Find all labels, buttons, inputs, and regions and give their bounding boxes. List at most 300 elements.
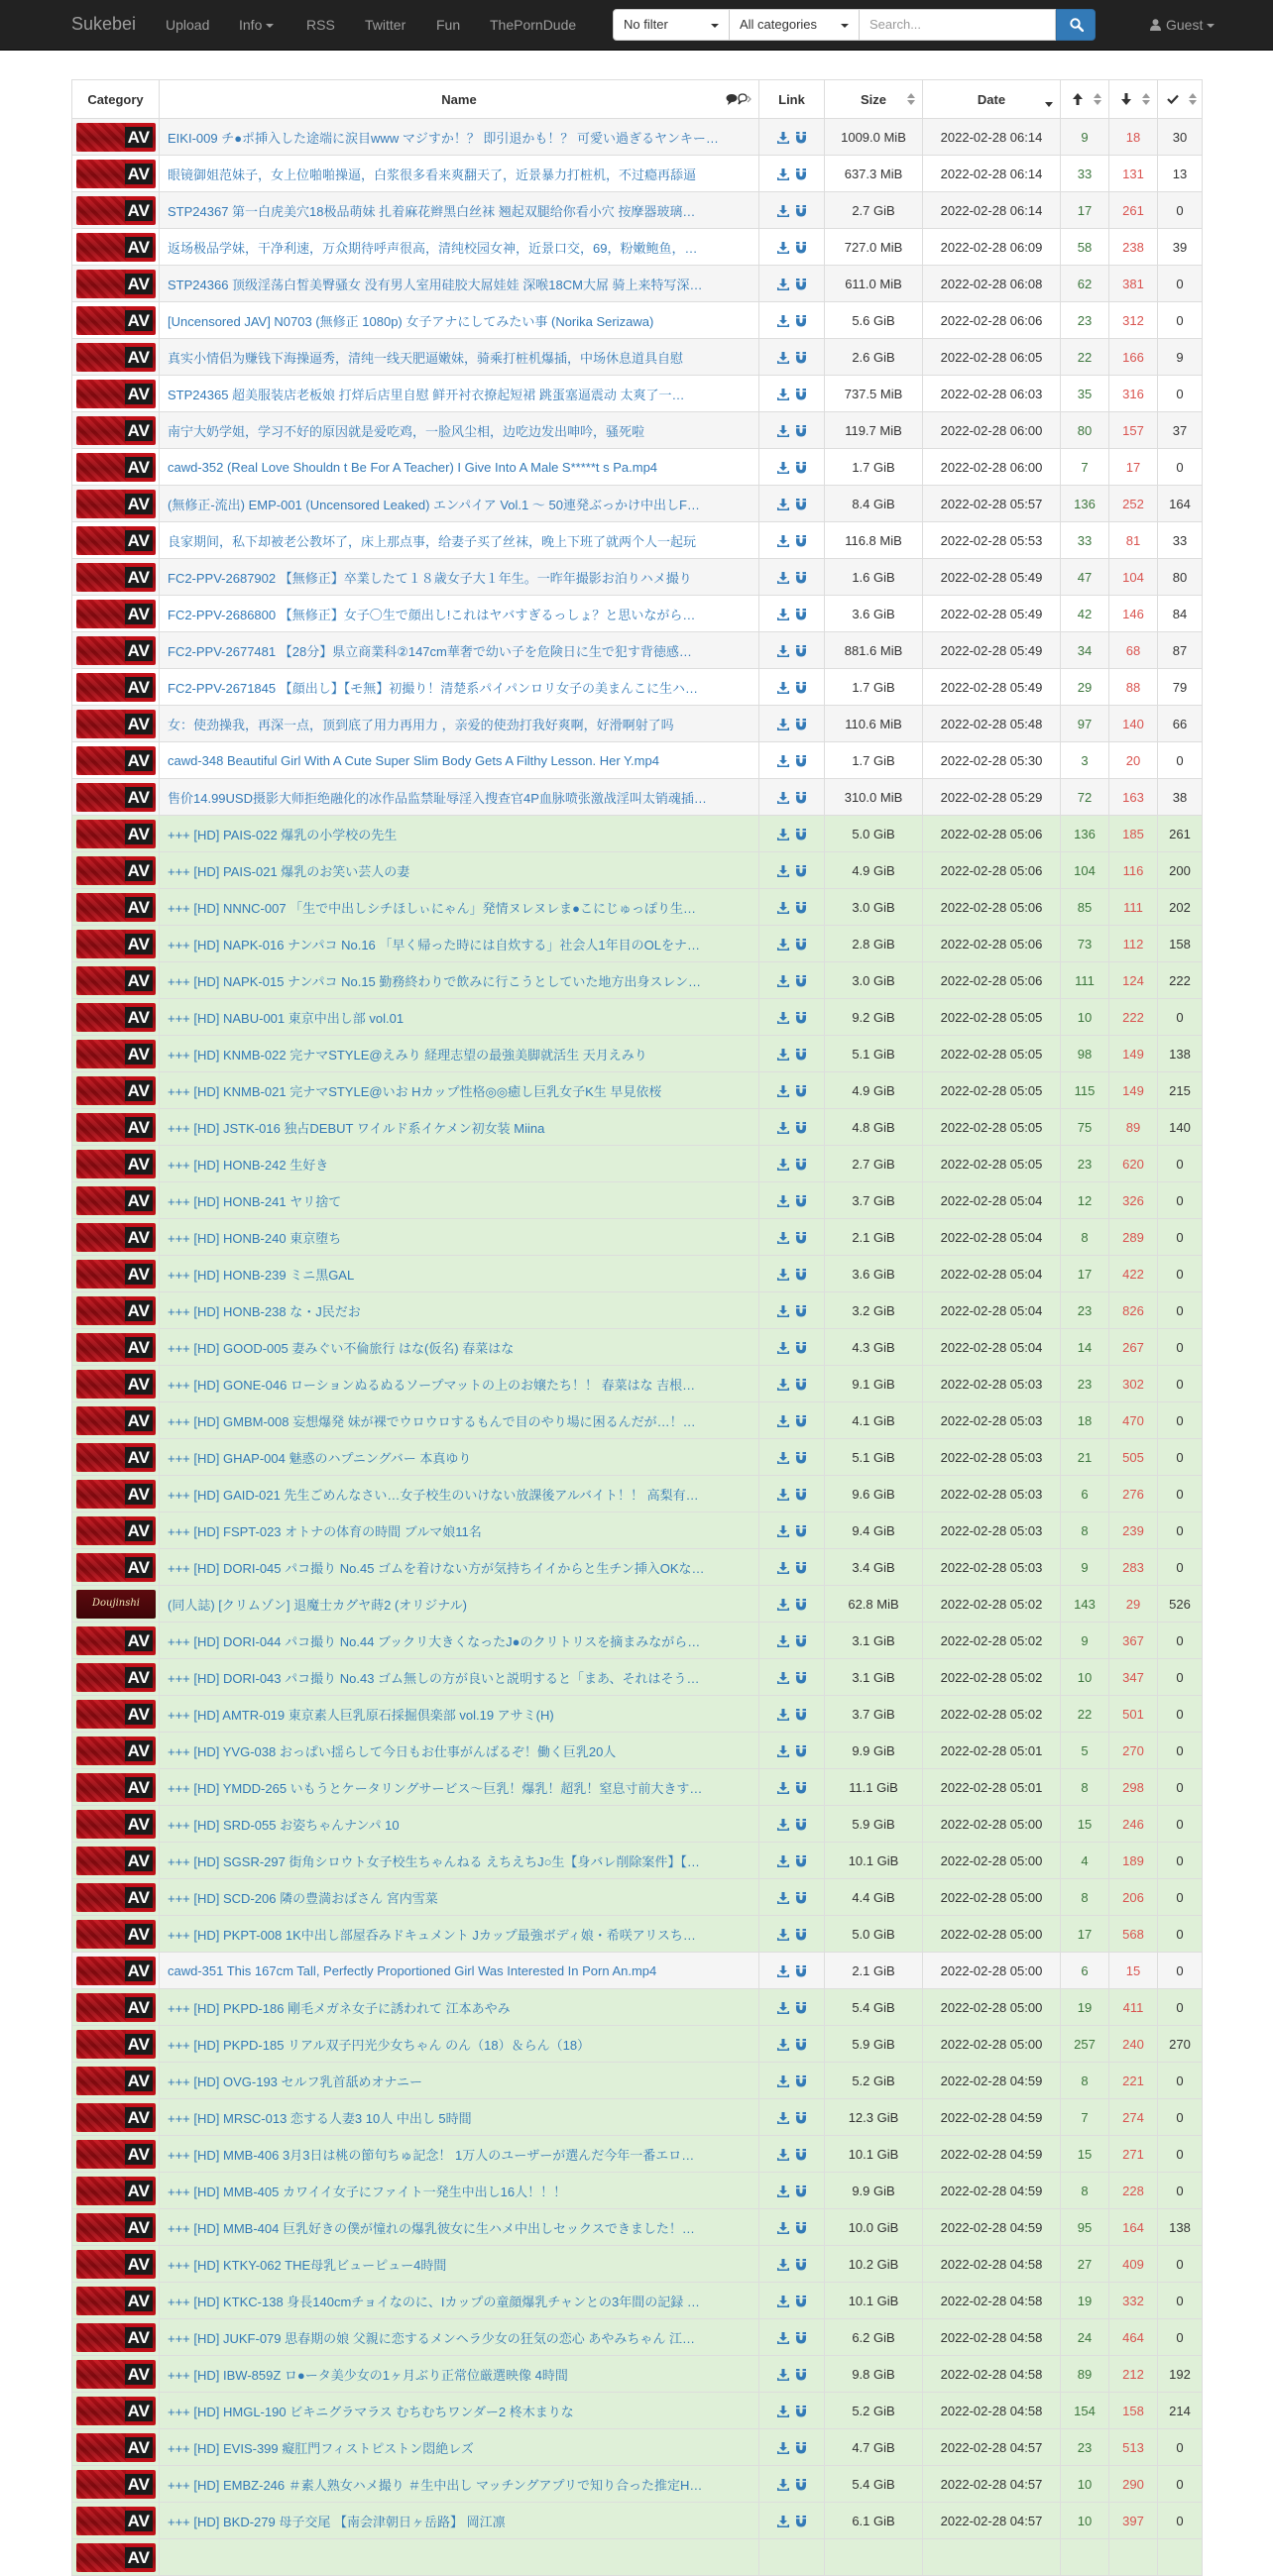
category-badge-av[interactable] bbox=[76, 1920, 156, 1949]
torrent-name-link[interactable]: +++ [HD] KTKC-138 身長140cmチョイなのに、Iカップの童顔爆乳チャンとの3年間の記録 … bbox=[160, 2283, 759, 2319]
torrent-name-link[interactable]: +++ [HD] KTKY-062 THE母乳ビューピュー4時間 bbox=[160, 2246, 759, 2283]
magnet-icon[interactable] bbox=[795, 2222, 807, 2234]
category-badge-av[interactable] bbox=[76, 1516, 156, 1545]
magnet-icon[interactable] bbox=[795, 1599, 807, 1611]
download-icon[interactable] bbox=[777, 1122, 789, 1134]
download-icon[interactable] bbox=[777, 2479, 789, 2491]
category-badge-av[interactable] bbox=[76, 636, 156, 665]
category-badge-av[interactable] bbox=[76, 1333, 156, 1362]
magnet-icon[interactable] bbox=[795, 242, 807, 254]
category-badge-av[interactable] bbox=[76, 966, 156, 995]
torrent-name-link[interactable]: +++ [HD] NAPK-015 ナンパコ No.15 勤務終わりで飲みに行こうとしていた地方出身スレン… bbox=[160, 962, 759, 999]
magnet-icon[interactable] bbox=[795, 1122, 807, 1134]
download-icon[interactable] bbox=[777, 1159, 789, 1171]
download-icon[interactable] bbox=[777, 2516, 789, 2527]
header-date[interactable] bbox=[923, 80, 1061, 119]
category-badge-av[interactable] bbox=[76, 1700, 156, 1729]
download-icon[interactable] bbox=[777, 2185, 789, 2197]
torrent-name-link[interactable]: +++ [HD] FSPT-023 オトナの体育の時間 ブルマ娘11名 bbox=[160, 1512, 759, 1549]
category-cell bbox=[72, 2466, 160, 2503]
magnet-icon[interactable] bbox=[795, 1379, 807, 1391]
category-badge-av[interactable] bbox=[76, 2433, 156, 2462]
magnet-icon[interactable] bbox=[795, 2442, 807, 2454]
torrent-name-link[interactable]: +++ [HD] SCD-206 隣の豊満おばさん 宮内雪菜 bbox=[160, 1879, 759, 1916]
download-icon[interactable] bbox=[777, 1085, 789, 1097]
torrent-name-link[interactable]: +++ [HD] NNNC-007 「生で中出しシチほしぃにゃん」発情ヌレヌレま●こにじゅっぽり生… bbox=[160, 889, 759, 926]
magnet-icon[interactable] bbox=[795, 1892, 807, 1904]
header-completed[interactable] bbox=[1158, 80, 1203, 119]
torrent-name-link[interactable]: +++ [HD] AMTR-019 東京素人巨乳原石採掘倶楽部 vol.19 アサミ(H) bbox=[160, 1696, 759, 1733]
magnet-icon[interactable] bbox=[795, 719, 807, 730]
download-icon[interactable] bbox=[777, 352, 789, 364]
magnet-icon[interactable] bbox=[795, 1342, 807, 1354]
magnet-icon[interactable] bbox=[795, 975, 807, 987]
category-select[interactable] bbox=[730, 9, 860, 41]
torrent-name-link[interactable]: +++ [HD] MMB-405 カワイイ女子にファイト一発生中出し16人！！！ bbox=[160, 2173, 759, 2209]
magnet-icon[interactable] bbox=[795, 572, 807, 584]
magnet-icon[interactable] bbox=[795, 1159, 807, 1171]
category-badge-av[interactable] bbox=[76, 673, 156, 702]
torrent-name-link[interactable]: +++ [HD] SRD-055 お姿ちゃんナンパ 10 bbox=[160, 1806, 759, 1843]
download-icon[interactable] bbox=[777, 1049, 789, 1061]
completed-cell: 0 bbox=[1158, 742, 1203, 779]
torrent-name-link[interactable]: +++ [HD] HMGL-190 ビキニグラマラス むちむちワンダー2 柊木まりな bbox=[160, 2393, 759, 2429]
download-icon[interactable] bbox=[777, 2332, 789, 2344]
torrent-name-link[interactable]: +++ [HD] JSTK-016 独占DEBUT ワイルド系イケメン初女装 Miina bbox=[160, 1109, 759, 1146]
torrent-name-link[interactable]: +++ [HD] HONB-241 ヤリ捨て bbox=[160, 1182, 759, 1219]
magnet-icon[interactable] bbox=[795, 2039, 807, 2051]
category-badge-av[interactable] bbox=[76, 1993, 156, 2022]
category-badge-av[interactable] bbox=[76, 1663, 156, 1692]
category-badge-av[interactable] bbox=[76, 123, 156, 152]
magnet-icon[interactable] bbox=[795, 645, 807, 657]
magnet-icon[interactable] bbox=[795, 499, 807, 510]
category-badge-av[interactable] bbox=[76, 1443, 156, 1472]
completed-cell: 222 bbox=[1158, 962, 1203, 999]
magnet-icon[interactable] bbox=[795, 1855, 807, 1867]
download-icon[interactable] bbox=[777, 132, 789, 144]
download-icon[interactable] bbox=[777, 2222, 789, 2234]
filter-select[interactable] bbox=[613, 9, 730, 41]
download-icon[interactable] bbox=[777, 1269, 789, 1281]
category-badge-av[interactable] bbox=[76, 1076, 156, 1105]
torrent-name-link[interactable]: +++ [HD] GMBM-008 妄想爆発 妹が裸でウロウロするもんで目のやり場に困るんだが…！… bbox=[160, 1402, 759, 1439]
download-icon[interactable] bbox=[777, 1745, 789, 1757]
magnet-icon[interactable] bbox=[795, 2075, 807, 2087]
magnet-icon[interactable] bbox=[795, 902, 807, 914]
magnet-icon[interactable] bbox=[795, 939, 807, 951]
category-badge-av[interactable] bbox=[76, 270, 156, 298]
torrent-name-link[interactable]: cawd-348 Beautiful Girl With A Cute Super Slim Body Gets A Filthy Lesson. Her Y.mp4 bbox=[160, 742, 759, 779]
category-badge-av[interactable] bbox=[76, 1773, 156, 1802]
torrent-name-link[interactable]: +++ [HD] MMB-406 3月3日は桃の節句ちゅ記念！ 1万人のユーザーが選んだ今年一番エロ… bbox=[160, 2136, 759, 2173]
torrent-name-link[interactable]: STP24366 顶级淫荡白皙美臀骚女 没有男人室用硅胶大屌娃娃 深喉18CM大屌 骑上来特写深… bbox=[160, 266, 759, 302]
category-badge-av[interactable] bbox=[76, 2543, 156, 2572]
torrent-name-link[interactable]: +++ [HD] PAIS-021 爆乳のお笑い芸人の妻 bbox=[160, 852, 759, 889]
torrent-name-link[interactable]: +++ [HD] GOOD-005 妻みぐい不倫旅行 はな(仮名) 春菜はな bbox=[160, 1329, 759, 1366]
magnet-icon[interactable] bbox=[795, 1012, 807, 1024]
category-badge-av[interactable] bbox=[76, 2397, 156, 2425]
magnet-icon[interactable] bbox=[795, 1232, 807, 1244]
category-badge-av[interactable] bbox=[76, 1223, 156, 1252]
torrent-name-link[interactable]: +++ [HD] MMB-404 巨乳好きの僕が憧れの爆乳彼女に生ハメ中出しセックスできました！… bbox=[160, 2209, 759, 2246]
category-badge-av[interactable] bbox=[76, 1260, 156, 1288]
magnet-icon[interactable] bbox=[795, 1819, 807, 1831]
category-badge-av[interactable] bbox=[76, 1406, 156, 1435]
download-icon[interactable] bbox=[777, 2002, 789, 2014]
magnet-icon[interactable] bbox=[795, 1415, 807, 1427]
torrent-name-link[interactable]: +++ [HD] EMBZ-246 ＃素人熟女ハメ撮り ＃生中出し マッチングアプリで知り合った推定H… bbox=[160, 2466, 759, 2503]
torrent-name-link[interactable]: +++ [HD] GONE-046 ローションぬるぬるソープマットの上のお嬢たち！！ 春菜はな 吉根… bbox=[160, 1366, 759, 1402]
download-icon[interactable] bbox=[777, 315, 789, 327]
torrent-name-link[interactable]: +++ [HD] PKPT-008 1K中出し部屋呑みドキュメント Jカップ最強ボディ娘・希咲アリスち… bbox=[160, 1916, 759, 1953]
magnet-icon[interactable] bbox=[795, 205, 807, 217]
download-icon[interactable] bbox=[777, 1562, 789, 1574]
header-name[interactable] bbox=[160, 80, 759, 119]
category-label: AV bbox=[125, 2474, 153, 2495]
magnet-icon[interactable] bbox=[795, 829, 807, 840]
download-icon[interactable] bbox=[777, 1415, 789, 1427]
torrent-name-link[interactable]: +++ [HD] GAID-021 先生ごめんなさい…女子校生のいけない放課後アルバイト！！ 高梨有… bbox=[160, 1476, 759, 1512]
badge-stripes bbox=[76, 1223, 126, 1252]
torrent-name-link[interactable]: 良家期间，私下却被老公教坏了，床上那点事，给妻子买了丝袜，晚上下班了就两个人一起玩 bbox=[160, 522, 759, 559]
category-badge-av[interactable] bbox=[76, 2360, 156, 2389]
header-category[interactable] bbox=[72, 80, 160, 119]
magnet-icon[interactable] bbox=[795, 425, 807, 437]
magnet-icon[interactable] bbox=[795, 682, 807, 694]
magnet-icon[interactable] bbox=[795, 315, 807, 327]
nav-rss[interactable]: RSS bbox=[306, 17, 335, 33]
category-badge-av[interactable] bbox=[76, 2030, 156, 2059]
category-badge-av[interactable] bbox=[76, 563, 156, 592]
category-badge-av[interactable] bbox=[76, 160, 156, 188]
user-menu[interactable] bbox=[1150, 17, 1215, 33]
brand-logo[interactable]: Sukebei bbox=[71, 14, 137, 34]
torrent-name-link[interactable]: 南宁大奶学姐，学习不好的原因就是爱吃鸡，一脸风尘相，边吃边发出呻吟，骚死啦 bbox=[160, 412, 759, 449]
torrent-name-link[interactable]: (無修正-流出) EMP-001 (Uncensored Leaked) エンパイア Vol.1 ～ 50連発ぶっかけ中出しF… bbox=[160, 486, 759, 522]
magnet-icon[interactable] bbox=[795, 1782, 807, 1794]
torrent-name-link[interactable]: +++ [HD] NAPK-016 ナンパコ No.16 「早く帰った時には自炊する」社会人1年目のOLをナ… bbox=[160, 926, 759, 962]
category-badge-av[interactable] bbox=[76, 2470, 156, 2499]
category-badge-av[interactable] bbox=[76, 1150, 156, 1178]
category-badge-av[interactable] bbox=[76, 2250, 156, 2279]
torrent-name-link[interactable]: (同人誌) [クリムゾン] 退魔士カグヤ蒔2 (オリジナル) bbox=[160, 1586, 759, 1623]
magnet-icon[interactable] bbox=[795, 1965, 807, 1977]
magnet-icon[interactable] bbox=[795, 2112, 807, 2124]
category-badge-av[interactable] bbox=[76, 1186, 156, 1215]
torrent-name-link[interactable]: +++ [HD] DORI-043 パコ撮り No.43 ゴム無しの方が良いと説明すると「まあ、それはそう… bbox=[160, 1659, 759, 1696]
download-icon[interactable] bbox=[777, 1709, 789, 1721]
torrent-name-link[interactable]: +++ [HD] GHAP-004 魅惑のハプニングバー 本真ゆり bbox=[160, 1439, 759, 1476]
category-badge-av[interactable] bbox=[76, 2140, 156, 2169]
download-icon[interactable] bbox=[777, 1672, 789, 1684]
download-icon[interactable] bbox=[777, 1342, 789, 1354]
badge-stripes bbox=[76, 2360, 126, 2389]
download-icon[interactable] bbox=[777, 609, 789, 620]
category-badge-av[interactable] bbox=[76, 1810, 156, 1839]
category-badge-av[interactable] bbox=[76, 1296, 156, 1325]
download-icon[interactable] bbox=[777, 1012, 789, 1024]
download-icon[interactable] bbox=[777, 1782, 789, 1794]
download-icon[interactable] bbox=[777, 939, 789, 951]
torrent-name-link[interactable]: 售价14.99USD摄影大师拒绝融化的冰作品监禁耻辱淫入搜查官4P血脉喷张激战淫叫太销魂插… bbox=[160, 779, 759, 816]
magnet-icon[interactable] bbox=[795, 1562, 807, 1574]
download-icon[interactable] bbox=[777, 645, 789, 657]
magnet-icon[interactable] bbox=[795, 755, 807, 767]
category-badge-av[interactable] bbox=[76, 1040, 156, 1068]
category-badge-av[interactable] bbox=[76, 1480, 156, 1509]
download-icon[interactable] bbox=[777, 1892, 789, 1904]
category-badge-av[interactable] bbox=[76, 2213, 156, 2242]
torrent-name-link[interactable]: +++ [HD] YMDD-265 いもうとケータリングサービス～巨乳！爆乳！超乳！窒息寸前大きす… bbox=[160, 1769, 759, 1806]
download-icon[interactable] bbox=[777, 2406, 789, 2417]
link-cell bbox=[759, 889, 825, 926]
category-badge-av[interactable] bbox=[76, 526, 156, 555]
torrent-name-link[interactable]: +++ [HD] DORI-045 パコ撮り No.45 ゴムを着けない方が気持ちイイからと生チン挿入OKな… bbox=[160, 1549, 759, 1586]
category-badge-av[interactable] bbox=[76, 820, 156, 848]
torrent-name-link[interactable]: +++ [HD] HONB-242 生好き bbox=[160, 1146, 759, 1182]
download-icon[interactable] bbox=[777, 572, 789, 584]
download-icon[interactable] bbox=[777, 829, 789, 840]
magnet-icon[interactable] bbox=[795, 535, 807, 547]
download-icon[interactable] bbox=[777, 425, 789, 437]
download-icon[interactable] bbox=[777, 755, 789, 767]
torrent-name-link[interactable]: +++ [HD] YVG-038 おっぱい揺らして今日もお仕事がんばるぞ！働く巨乳20人 bbox=[160, 1733, 759, 1769]
torrent-name-link[interactable]: +++ [HD] HONB-239 ミニ黒GAL bbox=[160, 1256, 759, 1292]
size-cell: 3.0 GiB bbox=[825, 962, 923, 999]
download-icon[interactable] bbox=[777, 1635, 789, 1647]
category-badge-av[interactable] bbox=[76, 1736, 156, 1765]
download-icon[interactable] bbox=[777, 1819, 789, 1831]
download-icon[interactable] bbox=[777, 865, 789, 877]
download-icon[interactable] bbox=[777, 205, 789, 217]
torrent-name-link[interactable]: +++ [HD] JUKF-079 思春期の娘 父親に恋するメンヘラ少女の狂気の恋心 あやみちゃん 江… bbox=[160, 2319, 759, 2356]
download-icon[interactable] bbox=[777, 1305, 789, 1317]
table-row bbox=[72, 2026, 1203, 2063]
download-icon[interactable] bbox=[777, 1379, 789, 1391]
magnet-icon[interactable] bbox=[795, 132, 807, 144]
category-badge-av[interactable] bbox=[76, 416, 156, 445]
magnet-icon[interactable] bbox=[795, 1672, 807, 1684]
download-icon[interactable] bbox=[777, 389, 789, 400]
magnet-icon[interactable] bbox=[795, 1049, 807, 1061]
torrent-name-link[interactable]: +++ [HD] HONB-238 な・J民だお bbox=[160, 1292, 759, 1329]
magnet-icon[interactable] bbox=[795, 2149, 807, 2161]
magnet-icon[interactable] bbox=[795, 1269, 807, 1281]
category-badge-av[interactable] bbox=[76, 1003, 156, 1032]
torrent-name-link[interactable]: +++ [HD] MRSC-013 恋する人妻3 10人 中出し 5時間 bbox=[160, 2099, 759, 2136]
magnet-icon[interactable] bbox=[795, 2332, 807, 2344]
nav-theporndude[interactable]: ThePornDude bbox=[490, 17, 577, 33]
magnet-icon[interactable] bbox=[795, 1195, 807, 1207]
category-badge-av[interactable] bbox=[76, 343, 156, 372]
magnet-icon[interactable] bbox=[795, 1305, 807, 1317]
nav-upload[interactable]: Upload bbox=[166, 17, 210, 33]
magnet-icon[interactable] bbox=[795, 1525, 807, 1537]
download-icon[interactable] bbox=[777, 2075, 789, 2087]
download-icon[interactable] bbox=[777, 975, 789, 987]
download-icon[interactable] bbox=[777, 535, 789, 547]
torrent-name-link[interactable]: 眼镜御姐范妹子，女上位啪啪操逼，白浆很多看来爽翻天了，近景暴力打桩机，不过瘾再舔逼 bbox=[160, 156, 759, 192]
download-icon[interactable] bbox=[777, 2442, 789, 2454]
category-badge-av[interactable] bbox=[76, 306, 156, 335]
torrent-name-link[interactable]: +++ [HD] PKPD-185 リアル双子円光少女ちゃん のん（18）＆らん（18） bbox=[160, 2026, 759, 2063]
download-icon[interactable] bbox=[777, 1195, 789, 1207]
magnet-icon[interactable] bbox=[795, 2002, 807, 2014]
category-badge-av[interactable] bbox=[76, 1883, 156, 1912]
magnet-icon[interactable] bbox=[795, 1635, 807, 1647]
magnet-icon[interactable] bbox=[795, 352, 807, 364]
category-badge-av[interactable] bbox=[76, 2323, 156, 2352]
torrent-name-link[interactable]: cawd-352 (Real Love Shouldn t Be For A Teacher) I Give Into A Male S*****t s Pa.mp4 bbox=[160, 449, 759, 486]
category-badge-av[interactable] bbox=[76, 600, 156, 628]
download-icon[interactable] bbox=[777, 792, 789, 804]
magnet-icon[interactable] bbox=[795, 1745, 807, 1757]
date-cell: 2022-02-28 05:01 bbox=[923, 1769, 1061, 1806]
magnet-icon[interactable] bbox=[795, 279, 807, 290]
torrent-name-link[interactable]: +++ [HD] NABU-001 東京中出し部 vol.01 bbox=[160, 999, 759, 1036]
download-icon[interactable] bbox=[777, 1525, 789, 1537]
torrent-name-link[interactable]: EIKI-009 チ●ポ挿入した途端に涙目www マジすか！？ 即引退かも！？ 可愛い過ぎるヤンキー… bbox=[160, 119, 759, 156]
magnet-icon[interactable] bbox=[795, 792, 807, 804]
torrent-name-link[interactable]: +++ [HD] DORI-044 パコ撮り No.44 ブックリ大きくなったJ●のクリトリスを摘まみながら… bbox=[160, 1623, 759, 1659]
category-badge-av[interactable] bbox=[76, 856, 156, 885]
category-badge-av[interactable] bbox=[76, 930, 156, 958]
torrent-name-link[interactable] bbox=[160, 2539, 759, 2576]
torrent-name-link[interactable]: STP24365 超美服装店老板娘 打烊后店里自慰 鲜开衬衣撩起短裙 跳蛋塞逼震动 太爽了一… bbox=[160, 376, 759, 412]
magnet-icon[interactable] bbox=[795, 2479, 807, 2491]
category-badge-av[interactable] bbox=[76, 2103, 156, 2132]
category-badge-av[interactable] bbox=[76, 233, 156, 262]
torrent-name-link[interactable]: +++ [HD] IBW-859Z ロ●ータ美少女の1ヶ月ぶり正常位厳選映像 4時間 bbox=[160, 2356, 759, 2393]
magnet-icon[interactable] bbox=[795, 1085, 807, 1097]
category-badge-av[interactable] bbox=[76, 2177, 156, 2205]
download-icon[interactable] bbox=[777, 499, 789, 510]
torrent-name-link[interactable]: +++ [HD] PKPD-186 剛毛メガネ女子に誘われて 江本あやみ bbox=[160, 1989, 759, 2026]
header-size[interactable] bbox=[825, 80, 923, 119]
magnet-icon[interactable] bbox=[795, 2259, 807, 2271]
magnet-icon[interactable] bbox=[795, 168, 807, 180]
torrent-name-link[interactable]: +++ [HD] KNMB-022 完ナマSTYLE@えみり 経理志望の最強美脚就活生 天月えみり bbox=[160, 1036, 759, 1072]
download-icon[interactable] bbox=[777, 2259, 789, 2271]
torrent-name-link[interactable]: +++ [HD] OVG-193 セルフ乳首舐めオナニー bbox=[160, 2063, 759, 2099]
category-badge-doujinshi[interactable] bbox=[76, 1590, 156, 1619]
nav-fun[interactable]: Fun bbox=[436, 17, 461, 33]
category-badge-av[interactable] bbox=[76, 1113, 156, 1142]
magnet-icon[interactable] bbox=[795, 2369, 807, 2381]
magnet-icon[interactable] bbox=[795, 2296, 807, 2307]
torrent-name-link[interactable]: 女：使劲操我，再深一点，顶到底了用力再用力 ，亲爱的使劲打我好爽啊，好滑啊射了吗 bbox=[160, 706, 759, 742]
torrent-name-link[interactable]: +++ [HD] PAIS-022 爆乳の小学校の先生 bbox=[160, 816, 759, 852]
nav-info[interactable] bbox=[239, 17, 274, 33]
category-badge-av[interactable] bbox=[76, 1370, 156, 1399]
magnet-icon[interactable] bbox=[795, 1489, 807, 1501]
header-leechers[interactable] bbox=[1109, 80, 1158, 119]
download-icon[interactable] bbox=[777, 1855, 789, 1867]
magnet-icon[interactable] bbox=[795, 462, 807, 474]
category-badge-av[interactable] bbox=[76, 490, 156, 518]
category-badge-av[interactable] bbox=[76, 2507, 156, 2535]
magnet-icon[interactable] bbox=[795, 609, 807, 620]
size-cell: 4.8 GiB bbox=[825, 1109, 923, 1146]
download-icon[interactable] bbox=[777, 2112, 789, 2124]
category-badge-av[interactable] bbox=[76, 2067, 156, 2095]
comments-sort-icon[interactable] bbox=[726, 93, 752, 106]
download-icon[interactable] bbox=[777, 242, 789, 254]
torrent-name-link[interactable]: FC2-PPV-2677481 【28分】県立商業科②147cm華奢で幼い子を危険日に生で犯す背徳感… bbox=[160, 632, 759, 669]
magnet-icon[interactable] bbox=[795, 389, 807, 400]
torrent-name-link[interactable]: +++ [HD] EVIS-399 癡肛門フィストピストン悶絶レズ bbox=[160, 2429, 759, 2466]
download-icon[interactable] bbox=[777, 902, 789, 914]
category-badge-av[interactable] bbox=[76, 746, 156, 775]
top-navbar bbox=[0, 0, 1273, 51]
torrent-name-link[interactable]: +++ [HD] HONB-240 東京堕ち bbox=[160, 1219, 759, 1256]
nav-twitter[interactable]: Twitter bbox=[365, 17, 406, 33]
torrent-name-link[interactable]: cawd-351 This 167cm Tall, Perfectly Proportioned Girl Was Interested In Porn An.mp4 bbox=[160, 1953, 759, 1989]
category-badge-av[interactable] bbox=[76, 710, 156, 738]
download-icon[interactable] bbox=[777, 462, 789, 474]
download-icon[interactable] bbox=[777, 1489, 789, 1501]
download-icon[interactable] bbox=[777, 719, 789, 730]
torrent-name-link[interactable]: STP24367 第一白虎美穴18极品萌妹 扎着麻花辫黑白丝袜 翘起双腿给你看小穴 按摩器玻璃… bbox=[160, 192, 759, 229]
category-badge-av[interactable] bbox=[76, 1553, 156, 1582]
search-input[interactable] bbox=[860, 9, 1056, 41]
download-icon[interactable] bbox=[777, 168, 789, 180]
torrent-name-link[interactable]: 真实小情侣为赚钱下海操逼秀，清纯一线天肥逼嫩妹，骑乘打桩机爆插，中场休息道具自慰 bbox=[160, 339, 759, 376]
magnet-icon[interactable] bbox=[795, 1452, 807, 1464]
magnet-icon[interactable] bbox=[795, 2406, 807, 2417]
category-badge-av[interactable] bbox=[76, 783, 156, 812]
torrent-name-link[interactable]: FC2-PPV-2687902 【無修正】卒業したて１８歳女子大１年生。一昨年撮影お泊りハメ撮り bbox=[160, 559, 759, 596]
magnet-icon[interactable] bbox=[795, 1709, 807, 1721]
download-icon[interactable] bbox=[777, 1599, 789, 1611]
torrent-name-link[interactable]: [Uncensored JAV] N0703 (無修正 1080p) 女子アナにしてみたい事 (Norika Serizawa) bbox=[160, 302, 759, 339]
header-seeders[interactable] bbox=[1061, 80, 1109, 119]
download-icon[interactable] bbox=[777, 1232, 789, 1244]
download-icon[interactable] bbox=[777, 2369, 789, 2381]
magnet-icon[interactable] bbox=[795, 865, 807, 877]
category-badge-av[interactable] bbox=[76, 1957, 156, 1985]
search-button[interactable] bbox=[1056, 9, 1096, 41]
torrent-name-link[interactable]: 返场极品学妹，干净利速，万众期待呼声很高，清纯校园女神，近景口交，69，粉嫩鲍鱼，… bbox=[160, 229, 759, 266]
magnet-icon[interactable] bbox=[795, 2516, 807, 2527]
download-icon[interactable] bbox=[777, 1452, 789, 1464]
category-badge-av[interactable] bbox=[76, 2287, 156, 2315]
download-icon[interactable] bbox=[777, 2039, 789, 2051]
category-badge-av[interactable] bbox=[76, 380, 156, 408]
download-icon[interactable] bbox=[777, 2296, 789, 2307]
torrent-name-link[interactable]: +++ [HD] BKD-279 母子交尾 【南会津朝日ヶ岳路】 岡江凛 bbox=[160, 2503, 759, 2539]
download-icon[interactable] bbox=[777, 1929, 789, 1941]
download-icon[interactable] bbox=[777, 1965, 789, 1977]
category-badge-av[interactable] bbox=[76, 1626, 156, 1655]
category-badge-av[interactable] bbox=[76, 893, 156, 922]
table-row bbox=[72, 156, 1203, 192]
download-icon[interactable] bbox=[777, 682, 789, 694]
torrent-name-link[interactable]: FC2-PPV-2686800 【無修正】女子〇生で顔出し!これはヤバすぎるっしょ？と思いながら… bbox=[160, 596, 759, 632]
category-badge-av[interactable] bbox=[76, 453, 156, 482]
magnet-icon[interactable] bbox=[795, 2185, 807, 2197]
category-badge-av[interactable] bbox=[76, 1847, 156, 1875]
size-cell: 10.0 GiB bbox=[825, 2209, 923, 2246]
magnet-icon[interactable] bbox=[795, 1929, 807, 1941]
category-badge-av[interactable] bbox=[76, 196, 156, 225]
torrent-name-link[interactable]: +++ [HD] SGSR-297 街角シロウト女子校生ちゃんねる えちえちJ○生【身バレ削除案件】【… bbox=[160, 1843, 759, 1879]
torrent-name-link[interactable]: +++ [HD] KNMB-021 完ナマSTYLE@いお Hカップ性格◎◎癒し巨乳女子K生 早見依桜 bbox=[160, 1072, 759, 1109]
download-icon[interactable] bbox=[777, 279, 789, 290]
download-icon[interactable] bbox=[777, 2149, 789, 2161]
torrent-name-link[interactable]: FC2-PPV-2671845 【顔出し】【モ無】初撮り！清楚系パイパンロリ女子の美まんこに生ハ… bbox=[160, 669, 759, 706]
